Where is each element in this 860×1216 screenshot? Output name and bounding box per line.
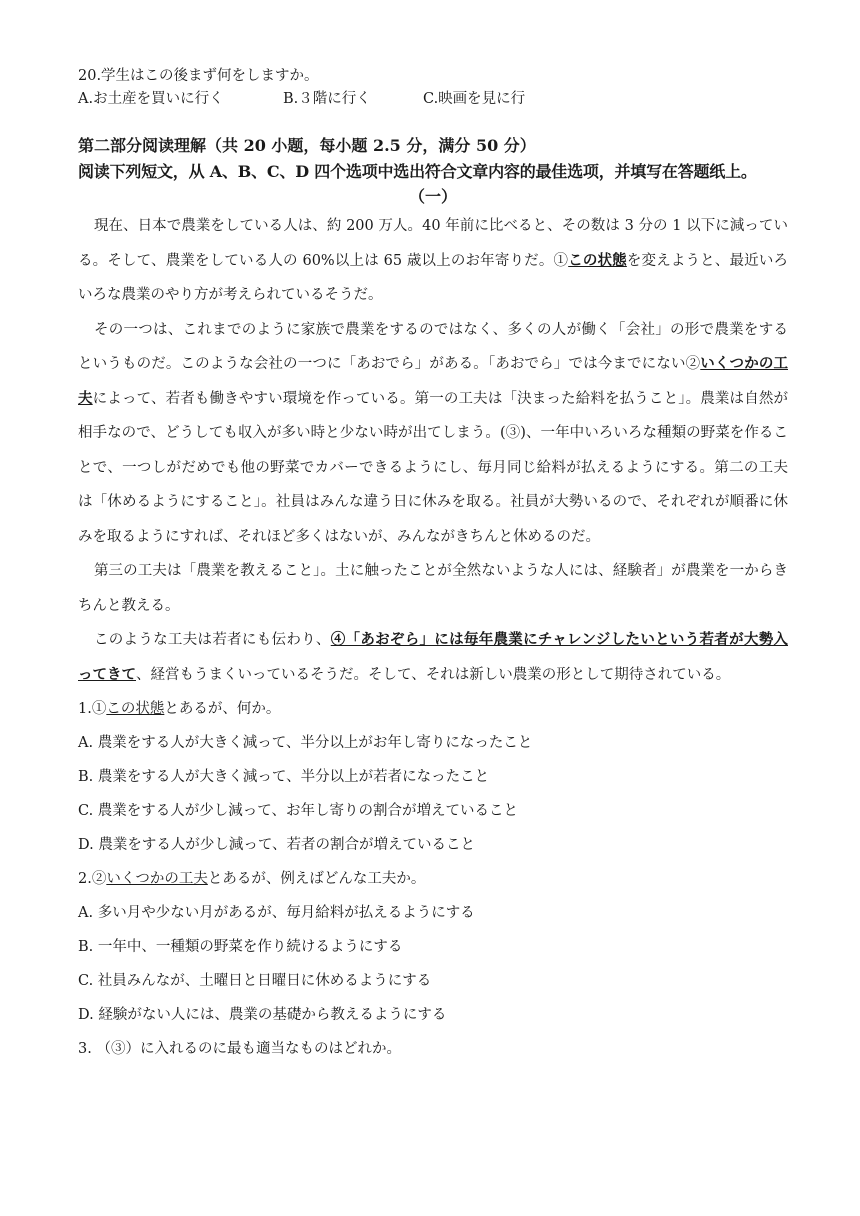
section-instruction: 阅读下列短文，从 A、B、C、D 四个选项中选出符合文章内容的最佳选项，并填写在答题纸上。 xyxy=(78,162,757,181)
passage-paragraph-1: 現在、日本で農業をしている人は、約 200 万人。40 年前に比べると、その数は 3 分の 1 以下に減っている。そして、農業をしている人の 60%以上は 65 歳以上のお年寄りだ。①この状態を変えようと、最近いろいろな農業のやり方が考えられているそうだ。 xyxy=(78,218,789,303)
passage-paragraph-3: 第三の工夫は「農業を教えること」。土に触ったことが全然ないような人には、経験者」が農業を一からきちんと教える。 xyxy=(78,563,788,614)
question-2-option-a: A. 多い月や少ない月があるが、毎月給料が払えるようにする xyxy=(78,905,475,921)
question-2-option-d: D. 経験がない人には、農業の基礎から教えるようにする xyxy=(78,1007,447,1023)
question-1-option-a: A. 農業をする人が大きく減って、半分以上がお年し寄りになったこと xyxy=(78,735,533,751)
question-1: 1.①この状態とあるが、何か。 xyxy=(78,701,281,717)
passage-paragraph-4: このような工夫は若者にも伝わり、④「あおぞら」には毎年農業にチャレンジしたいという若者が大勢入ってきて、経営もうまくいっているそうだ。そして、それは新しい農業の形として期待されている。 xyxy=(78,631,789,683)
section-title: 第二部分阅读理解（共 20 小题，每小题 2.5 分，满分 50 分） xyxy=(78,136,536,155)
question-3: 3. （③）に入れるのに最も適当なものはどれか。 xyxy=(78,1041,401,1057)
underlined-phrase-4: ④「あおぞら」には毎年農業にチャレンジしたいという若者が大勢入ってきて xyxy=(78,631,789,683)
underlined-phrase-2: いくつかの工夫 xyxy=(78,355,788,407)
question-2-option-c: C. 社員みんなが、土曜日と日曜日に休めるようにする xyxy=(78,973,432,989)
question-2: 2.②いくつかの工夫とあるが、例えばどんな工夫か。 xyxy=(78,871,426,887)
passage-paragraph-2: その一つは、これまでのように家族で農業をするのではなく、多くの人が働く「会社」の形で農業をするというものだ。このような会社の一つに「あおでら」がある。「あおでら」では今までにない②いくつかの工夫によって、若者も働きやすい環境を作っている。第一の工夫は「決まった給料を払うこと」。農業は自然が相手なので、どうしても収入が多い時と少ない時が出てしまう。(③)、一年中いろいろな種類の野菜を作ることで、一つしがだめでも他の野菜でカバーできるようにし、毎月同じ給料が払えるようにする。第二の工夫は「休めるようにすること」。社員はみんな違う日に休みを取る。社員が大勢いるので、それぞれが順番に休みを取るようにすれば、それほど多くはないが、みんながきちんと休めるのだ。 xyxy=(78,321,788,545)
passage-number: （一） xyxy=(408,187,457,206)
question-1-option-c: C. 農業をする人が少し減って、お年し寄りの割合が増えていること xyxy=(78,803,519,819)
question-2-option-b: B. 一年中、一種類の野菜を作り続けるようにする xyxy=(78,939,403,955)
underlined-phrase-1: この状態 xyxy=(568,251,627,269)
option-c: C.映画を見に行 xyxy=(423,91,526,107)
question-1-option-b: B. 農業をする人が大きく減って、半分以上が若者になったこと xyxy=(78,769,490,785)
question-20: 20.学生はこの後まず何をしますか。 xyxy=(78,68,319,84)
exam-page xyxy=(78,66,788,1066)
question-1-option-d: D. 農業をする人が少し減って、若者の割合が増えていること xyxy=(78,837,476,853)
option-b: B.３階に行く xyxy=(283,91,371,107)
question-20-options xyxy=(78,89,788,109)
option-a: A.お土産を買いに行く xyxy=(78,91,224,107)
